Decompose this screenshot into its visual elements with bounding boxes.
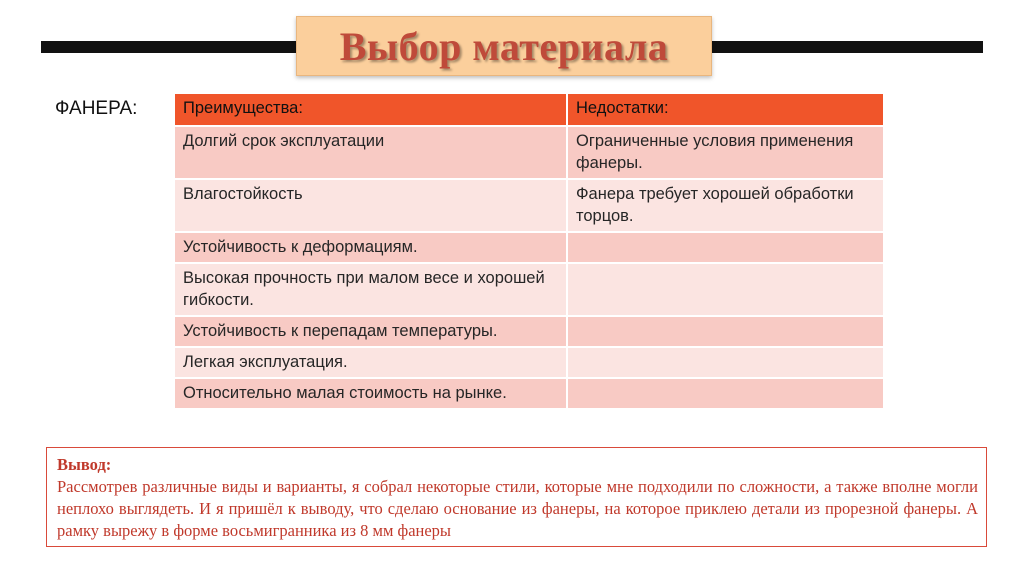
disadvantage-cell [567, 232, 884, 263]
page-title: Выбор материала [339, 23, 669, 69]
header-disadvantages: Недостатки: [567, 93, 884, 126]
title-banner [296, 16, 712, 76]
disadvantage-cell [567, 316, 884, 347]
title-rule-left [41, 41, 299, 53]
pros-cons-table [173, 92, 885, 410]
title-rule-right [711, 41, 983, 53]
header-advantages: Преимущества: [174, 93, 567, 126]
table-row [174, 179, 884, 232]
advantage-cell: Относительно малая стоимость на рынке. [174, 378, 567, 409]
disadvantage-cell [567, 378, 884, 409]
advantage-cell: Влагостойкость [174, 179, 567, 232]
advantage-cell: Устойчивость к перепадам температуры. [174, 316, 567, 347]
table-header-row [174, 93, 884, 126]
table-row [174, 316, 884, 347]
table-row [174, 347, 884, 378]
advantage-cell: Устойчивость к деформациям. [174, 232, 567, 263]
disadvantage-cell [567, 347, 884, 378]
advantage-cell: Легкая эксплуатация. [174, 347, 567, 378]
table-row [174, 232, 884, 263]
table-row [174, 126, 884, 179]
advantage-cell: Долгий срок эксплуатации [174, 126, 567, 179]
table-row [174, 263, 884, 316]
disadvantage-cell: Фанера требует хорошей обработки торцов. [567, 179, 884, 232]
conclusion-box [46, 447, 987, 547]
advantage-cell: Высокая прочность при малом весе и хорошей гибкости. [174, 263, 567, 316]
disadvantage-cell [567, 263, 884, 316]
table-row [174, 378, 884, 409]
conclusion-heading: Вывод: [57, 455, 112, 474]
material-label: ФАНЕРА: [55, 98, 138, 119]
disadvantage-cell: Ограниченные условия применения фанеры. [567, 126, 884, 179]
conclusion-text: Рассмотрев различные виды и варианты, я собрал некоторые стили, которые мне подходили по сложности, а также вполне могли неплохо выглядеть. И я пришёл к выводу, что сделаю основание из фанеры, на которое приклею детали из прорезной фанеры. А рамку вырежу в форме восьмигранника из 8 мм фанеры [57, 477, 978, 540]
